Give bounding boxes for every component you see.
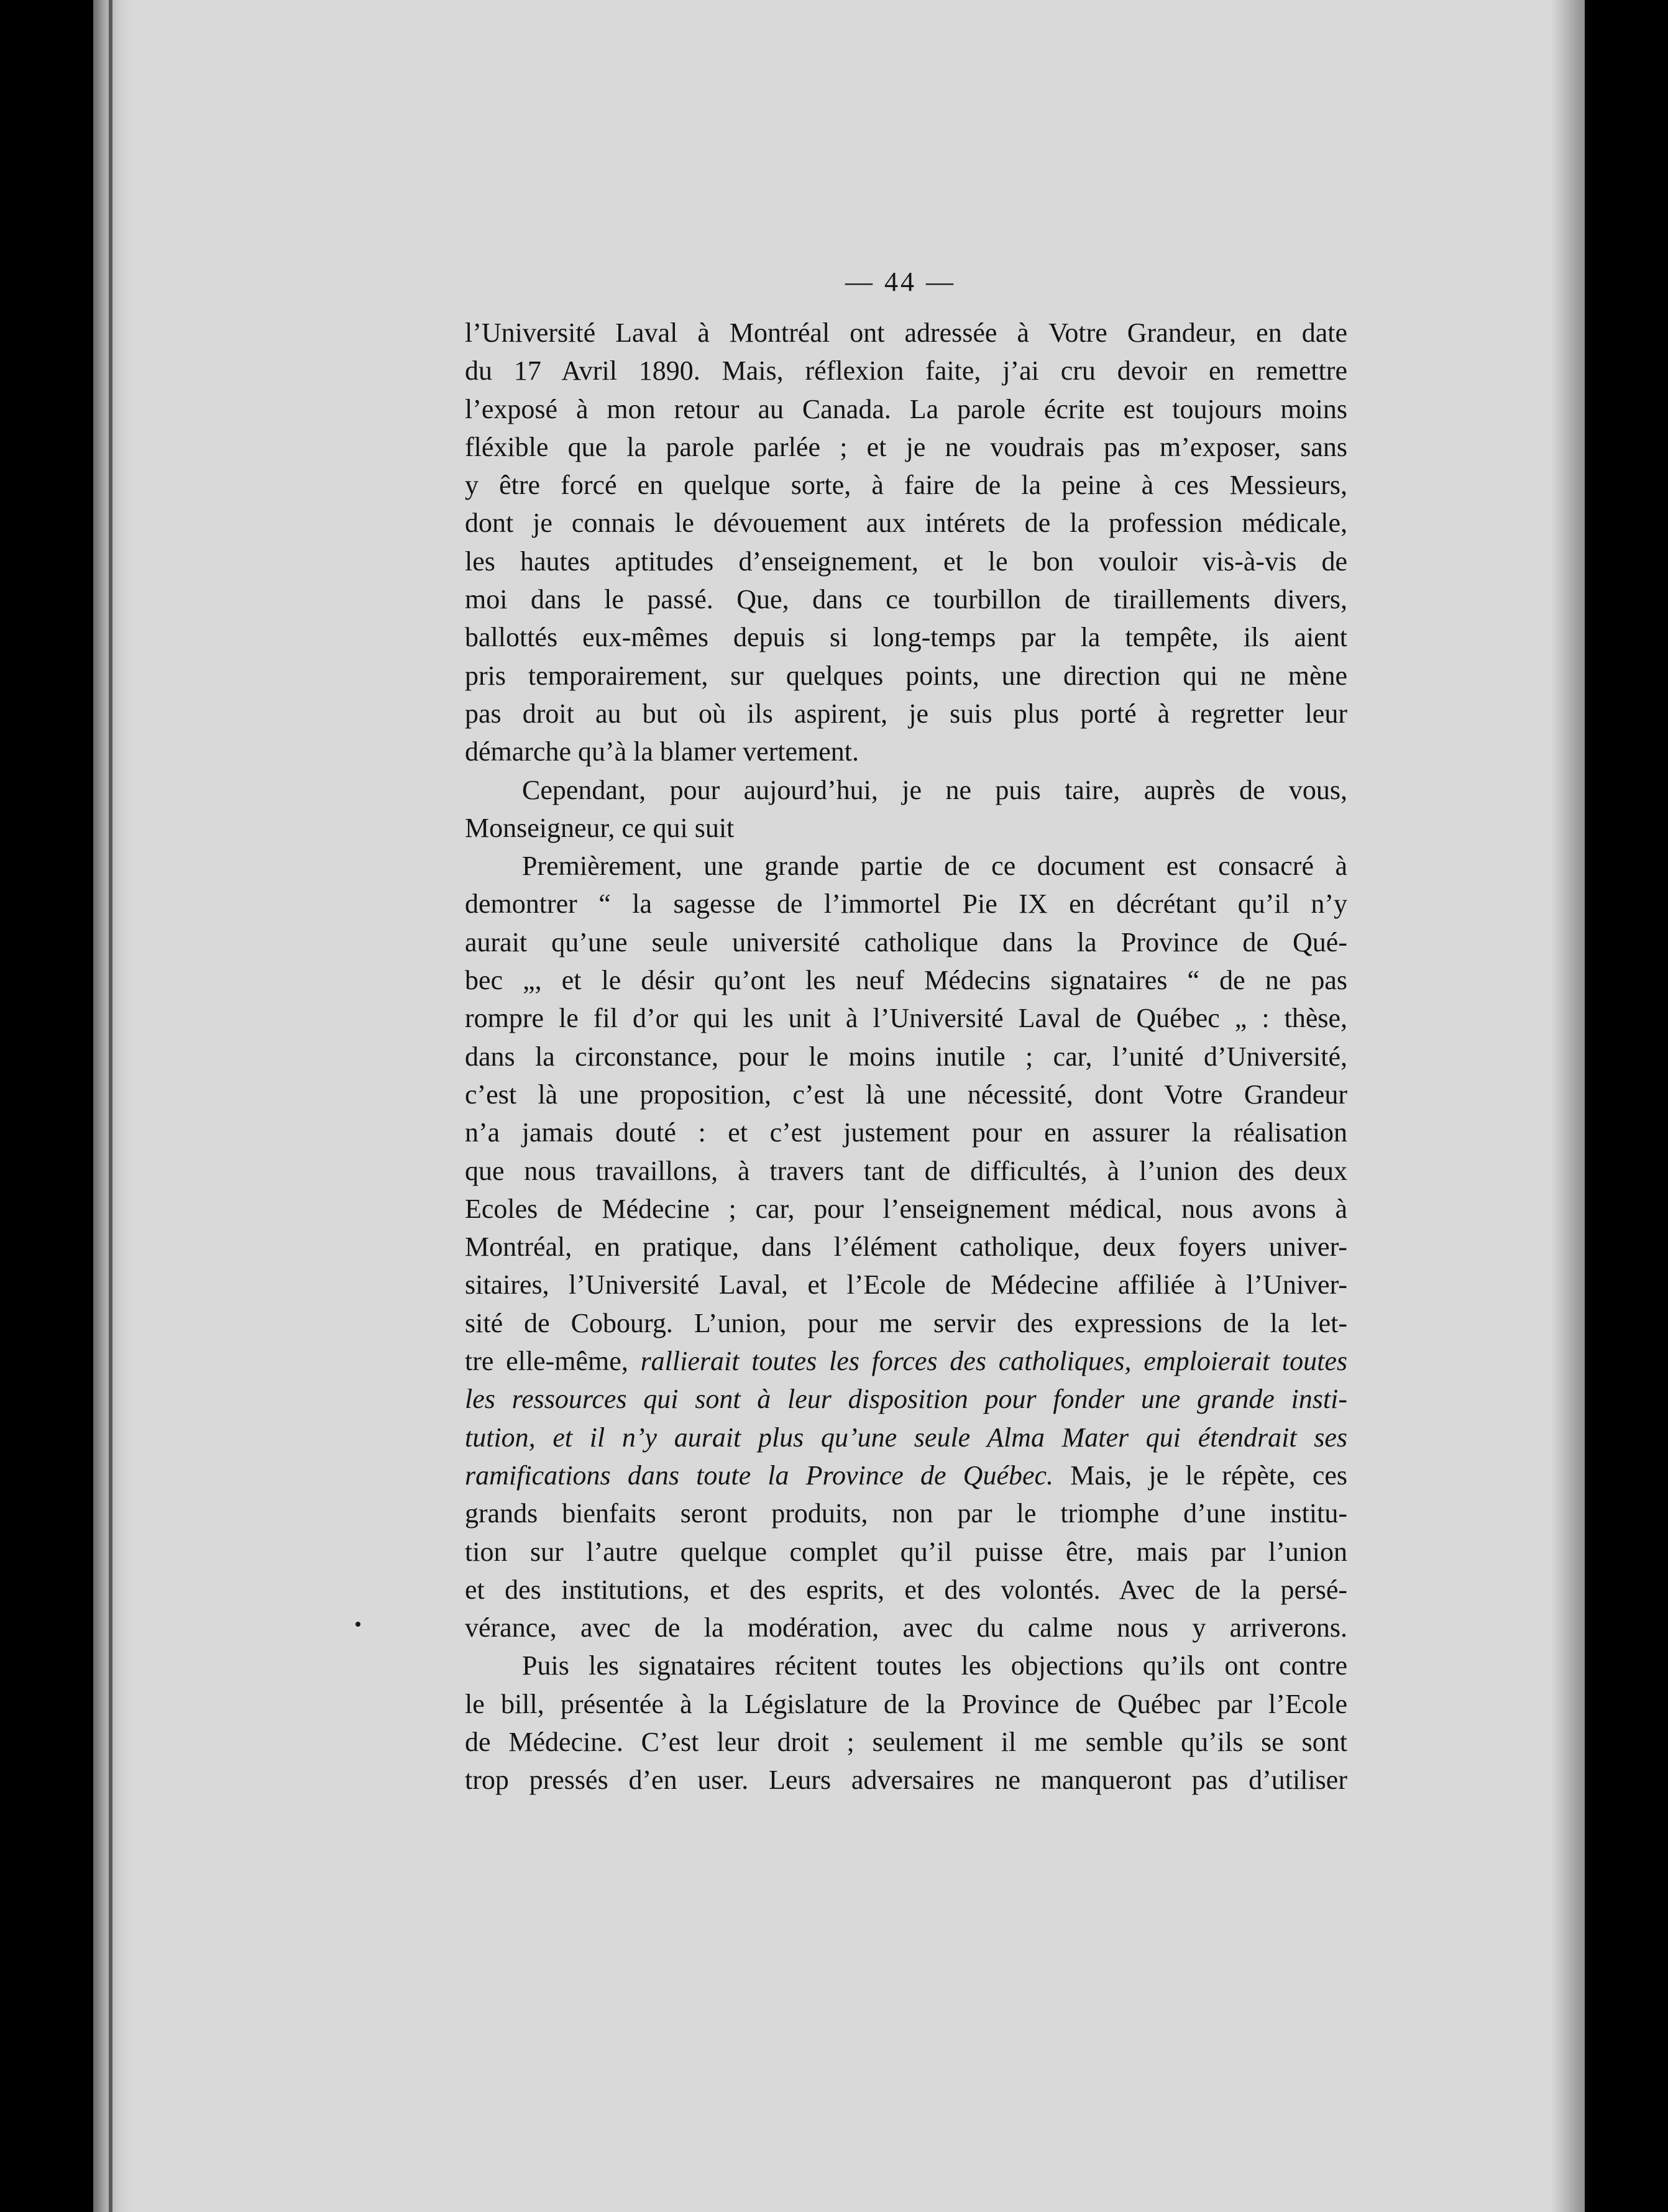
text-line: ballottés eux-mêmes depuis si long-temps par la tempête, ils aient — [465, 622, 1347, 653]
margin-ink-dot — [355, 1622, 360, 1627]
text-line: du 17 Avril 1890. Mais, réflexion faite, j’ai cru devoir en remettre — [465, 355, 1347, 386]
text-line: sitaires, l’Université Laval, et l’Ecole de Médecine affiliée à l’Univer- — [465, 1269, 1347, 1300]
text-line: les hautes aptitudes d’enseignement, et le bon vouloir vis-à-vis de — [465, 546, 1347, 577]
text-line: Monseigneur, ce qui suit — [465, 812, 735, 843]
text-line: Cependant, pour aujourd’hui, je ne puis taire, auprès de vous, — [522, 774, 1347, 805]
text-line: bec „, et le désir qu’ont les neuf Médecins signataires “ de ne pas — [465, 965, 1347, 996]
text-line: y être forcé en quelque sorte, à faire de la peine à ces Messieurs, — [465, 470, 1347, 501]
text-line: Ecoles de Médecine ; car, pour l’enseignement médical, nous avons à — [465, 1193, 1347, 1224]
text-line — [465, 1342, 1347, 1380]
page-right-edge-shadow — [1551, 0, 1585, 2212]
text-line: Puis les signataires récitent toutes les objections qu’ils ont contre — [522, 1650, 1347, 1681]
body-text — [465, 314, 1347, 1799]
text-line: dans la circonstance, pour le moins inutile ; car, l’unité d’Université, — [465, 1041, 1347, 1072]
text-line: demontrer “ la sagesse de l’immortel Pie IX en décrétant qu’il n’y — [465, 889, 1347, 920]
text-italic-segment: ramifications dans toute la Province de Québec. — [465, 1460, 1054, 1491]
page-binding-line — [109, 0, 112, 2212]
text-line: que nous travaillons, à travers tant de difficultés, à l’union des deux — [465, 1155, 1347, 1186]
text-line: dont je connais le dévouement aux intérets de la profession médicale, — [465, 508, 1347, 539]
text-line: le bill, présentée à la Législature de la Province de Québec par l’Ecole — [465, 1688, 1347, 1719]
text-line: tution, et il n’y aurait plus qu’une seule Alma Mater qui étendrait ses — [465, 1422, 1347, 1453]
text-line — [465, 1456, 1347, 1494]
text-line: l’Université Laval à Montréal ont adressée à Votre Grandeur, en date — [465, 318, 1347, 348]
text-plain-segment: Mais, je le répète, ces — [1053, 1460, 1348, 1491]
text-line: l’exposé à mon retour au Canada. La parole écrite est toujours moins — [465, 393, 1347, 424]
text-line: vérance, avec de la modération, avec du calme nous y arriverons. — [465, 1612, 1347, 1643]
text-line: rompre le fil d’or qui les unit à l’Université Laval de Québec „ : thèse, — [465, 1003, 1347, 1034]
text-line: aurait qu’une seule université catholique dans la Province de Qué- — [465, 926, 1347, 957]
page-number: — 44 — — [845, 267, 956, 297]
text-line: pas droit au but où ils aspirent, je suis plus porté à regretter leur — [465, 698, 1347, 729]
text-line: fléxible que la parole parlée ; et je ne voudrais pas m’exposer, sans — [465, 431, 1347, 462]
text-line: Montréal, en pratique, dans l’élément catholique, deux foyers univer- — [465, 1232, 1347, 1263]
text-line: les ressources qui sont à leur disposition pour fonder une grande insti- — [465, 1384, 1347, 1415]
text-line: Premièrement, une grande partie de ce document est consacré à — [522, 851, 1347, 882]
text-line: trop pressés d’en user. Leurs adversaires ne manqueront pas d’utiliser — [465, 1765, 1347, 1796]
text-line: sité de Cobourg. L’union, pour me servir des expressions de la let- — [465, 1307, 1347, 1338]
text-line: de Médecine. C’est leur droit ; seulement il me semble qu’ils se sont — [465, 1726, 1347, 1757]
text-line: n’a jamais douté : et c’est justement pour en assurer la réalisation — [465, 1117, 1347, 1148]
text-line: tion sur l’autre quelque complet qu’il puisse être, mais par l’union — [465, 1536, 1347, 1567]
text-line: moi dans le passé. Que, dans ce tourbillon de tiraillements divers, — [465, 584, 1347, 615]
text-line: pris temporairement, sur quelques points, une direction qui ne mène — [465, 660, 1347, 691]
text-line: et des institutions, et des esprits, et des volontés. Avec de la persé- — [465, 1574, 1347, 1605]
text-line: c’est là une proposition, c’est là une nécessité, dont Votre Grandeur — [465, 1079, 1347, 1110]
text-line: démarche qu’à la blamer vertement. — [465, 736, 859, 767]
text-line: grands bienfaits seront produits, non par le triomphe d’une institu- — [465, 1498, 1347, 1529]
text-italic-segment: rallierait toutes les forces des catholiques, emploierait toutes — [640, 1346, 1347, 1377]
text-plain-segment: tre elle-même, — [465, 1346, 641, 1377]
